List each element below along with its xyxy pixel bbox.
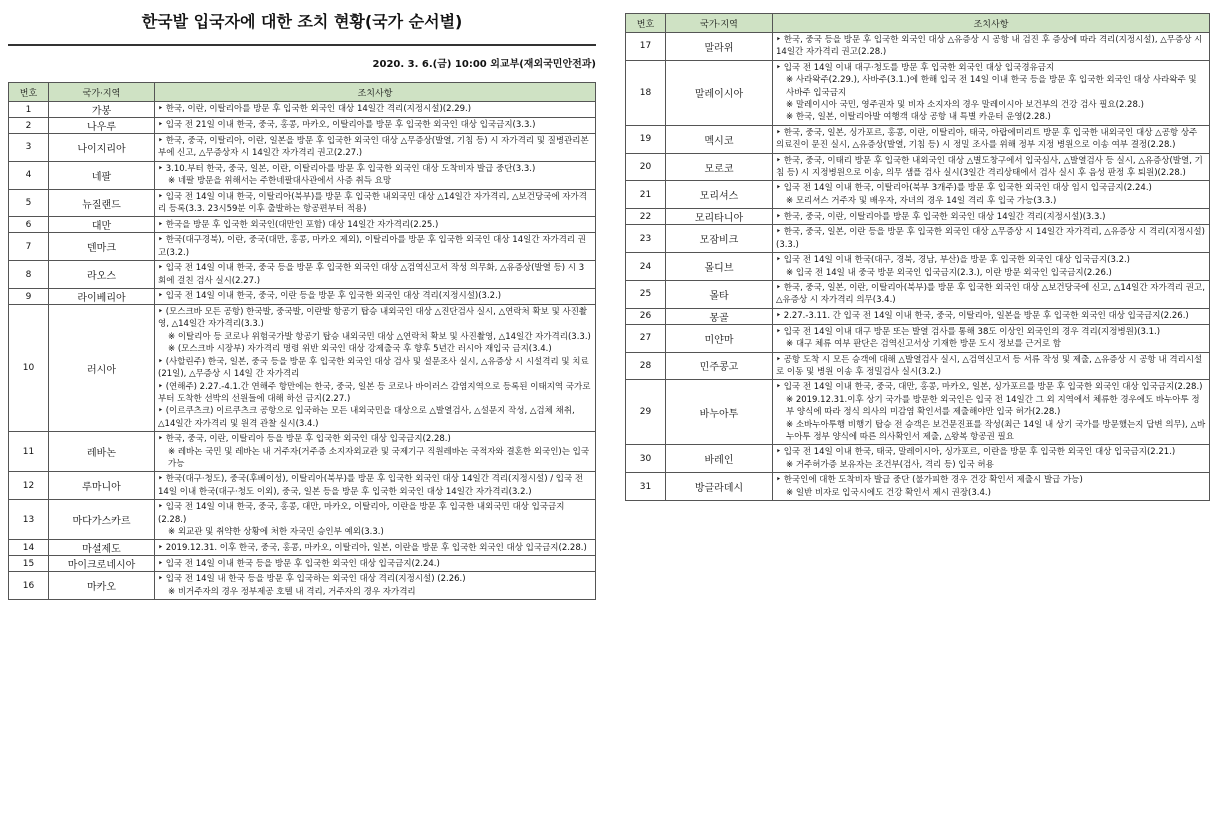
measure-note: ※ 이탈리아 등 코로나 위험국가발 항공기 탑승 내외국민 대상 △연락처 확보 및 사진촬영, △14일간 자가격리(3.3.) [168, 331, 591, 342]
measure-item: ‣ 입국 전 14일 이내 한국, 이탈리아(북부)를 방문 후 입국한 내외국민 대상 △14일간 자가격리, △보건당국에 자가격리 등록(3.3. 23시59분 이후 출발하는 항공편부터 적용) [158, 191, 587, 215]
measures-cell [773, 181, 1210, 209]
measure-item: ‣ 한국(대구경북), 이란, 중국(대만, 홍콩, 마카오 제외), 이탈리아를 방문 후 입국한 외국인 대상 14일간 자가격리 권고(3.2.) [158, 235, 586, 258]
right-column [625, 13, 1210, 501]
row-number: 29 [626, 380, 666, 445]
country-name: 마셜제도 [49, 540, 155, 556]
measures-cell [773, 125, 1210, 153]
table-row [9, 161, 596, 189]
country-name: 방글라데시 [666, 473, 773, 501]
measures-cell [773, 473, 1210, 501]
country-name: 말라위 [666, 33, 773, 61]
country-name: 모리타니아 [666, 209, 773, 225]
row-number: 30 [626, 445, 666, 473]
table-row [626, 308, 1210, 324]
table-row [9, 572, 596, 600]
measures-cell [155, 134, 596, 162]
row-number: 12 [9, 472, 49, 500]
measure-item: ‣ 한국, 중국, 이탈리아, 이란, 일본을 방문 후 입국한 외국인 대상 △무증상(발열, 기침 등) 시 자가격리 및 질병관리본부에 신고, △무증상자 시 14일간 자가격리 권고(2.27.) [158, 136, 589, 159]
measures-table-left [8, 82, 596, 600]
row-number: 6 [9, 217, 49, 233]
table-row [9, 289, 596, 305]
table-row [9, 432, 596, 472]
measure-item: ‣ 한국(대구·청도), 중국(후베이성), 이탈리아(북부)를 방문 후 입국한 외국인 대상 14일간 격리(지정시설) / 입국 전 14일 이내 한국(대구·청도 이외), 중국, 일본 등을 방문 후 입국한 외국인 대상 14일간 자가격리(3.2.) [158, 474, 584, 497]
measures-cell [773, 380, 1210, 445]
header-country: 국가·지역 [666, 14, 773, 33]
measure-item: ‣ 입국 전 14일 이내 한국, 중국, 홍콩, 대만, 마카오, 이탈리아, 이란을 방문 후 입국한 내외국민 대상 입국금지(2.28.) [158, 502, 565, 525]
measures-cell [155, 217, 596, 233]
country-name: 멕시코 [666, 125, 773, 153]
table-row [9, 233, 596, 261]
table-row [9, 556, 596, 572]
table-row [626, 445, 1210, 473]
measure-note: ※ 비거주자의 경우 정부제공 호텔 내 격리, 거주자의 경우 자가격리 [168, 586, 416, 597]
table-header-row [9, 83, 596, 102]
country-name: 몰디브 [666, 253, 773, 281]
row-number: 1 [9, 102, 49, 118]
row-number: 22 [626, 209, 666, 225]
table-row [626, 153, 1210, 181]
row-number: 3 [9, 134, 49, 162]
measure-item: ‣ 3.10.부터 한국, 중국, 일본, 이란, 이탈리아를 방문 후 입국한 외국인 대상 도착비자 발급 중단(3.3.) [158, 163, 536, 174]
row-number: 19 [626, 125, 666, 153]
row-number: 14 [9, 540, 49, 556]
measure-note: ※ 입국 전 14일 내 중국 방문 외국인 입국금지(2.3.), 이란 방문 외국인 입국금지(2.26.) [786, 267, 1112, 278]
measure-item: ‣ 입국 전 14일 이내 대구·청도를 방문 후 입국한 외국인 대상 입국경유금지 [776, 62, 1055, 73]
measure-item: ‣ 입국 전 14일 이내 한국 등을 방문 후 입국한 외국인 대상 입국금지(2.24.) [158, 558, 440, 569]
country-name: 마이크로네시아 [49, 556, 155, 572]
country-name: 대만 [49, 217, 155, 233]
row-number: 15 [9, 556, 49, 572]
measure-item: ‣ 한국, 중국, 이란, 이탈리아 등을 방문 후 입국한 외국인 대상 입국금지(2.28.) [158, 434, 451, 445]
measure-note: ※ 일반 비자로 입국시에도 건강 확인서 제시 권장(3.4.) [786, 487, 991, 498]
row-number: 26 [626, 308, 666, 324]
measure-item: ‣ 입국 전 14일 이내 한국, 중국 등을 방문 후 입국한 외국인 대상 △검역신고서 작성 의무화, △유증상(발열 등) 시 3회에 걸친 검사 실시(2.27.) [158, 263, 585, 286]
country-name: 바레인 [666, 445, 773, 473]
measures-cell [773, 153, 1210, 181]
measure-note: ※ 네팔 방문을 위해서는 주한네팔대사관에서 사증 취득 요망 [168, 176, 392, 187]
table-row [626, 225, 1210, 253]
table-row [626, 253, 1210, 281]
measures-cell [773, 445, 1210, 473]
row-number: 8 [9, 261, 49, 289]
row-number: 10 [9, 305, 49, 432]
report-date: 2020. 3. 6.(금) 10:00 외교부(재외국민안전과) [372, 59, 596, 70]
measure-item: ‣ 입국 전 14일 이내 한국, 이탈리아(북부 3개주)를 방문 후 입국한 외국인 대상 임시 입국금지(2.24.) [776, 183, 1152, 194]
measure-note: ※ 한국, 일본, 이탈리아발 여행객 대상 공항 내 특별 카운터 운영(2.28.) [786, 112, 1051, 123]
measure-item: ‣ 입국 전 14일 이내 대구 방문 또는 발열 검사를 통해 38도 이상인 외국인의 경우 격리(지정병원)(3.1.) [776, 326, 1161, 337]
measure-item: ‣ 입국 전 14일 이내 한국, 중국, 이란 등을 방문 후 입국한 외국인 대상 격리(지정시설)(3.2.) [158, 291, 502, 302]
row-number: 4 [9, 161, 49, 189]
country-name: 가봉 [49, 102, 155, 118]
measures-cell [773, 209, 1210, 225]
country-name: 나이지리아 [49, 134, 155, 162]
country-name: 라이베리아 [49, 289, 155, 305]
measure-item: ‣ 한국, 중국, 이태리 방문 후 입국한 내외국인 대상 △별도창구에서 입국심사, △발열검사 등 실시, △유증상(발열, 기침 등) 시 지정병원으로 이송, 의무 샘플 검사 실시(3일간 격리상태에서 검사 실시 후 음성 판정 후 퇴원)(2.28.) [776, 155, 1203, 179]
measure-item: ‣ 2019.12.31. 이후 한국, 중국, 홍콩, 마카오, 이탈리아, 일본, 이란을 방문 후 입국한 외국인 대상 입국금지(2.28.) [158, 542, 587, 553]
measures-cell [773, 308, 1210, 324]
row-number: 13 [9, 500, 49, 540]
measure-item: ‣ (사할린주) 한국, 일본, 중국 등을 방문 후 입국한 외국인 대상 검사 및 설문조사 실시, △유증상 시 시설격리 및 치료(21일), △무증상 시 14일 간 자가격리 [158, 356, 589, 380]
table-row [9, 217, 596, 233]
measures-cell [773, 324, 1210, 352]
table-row [9, 472, 596, 500]
measures-cell [773, 352, 1210, 380]
measure-note: ※ 2019.12.31.이후 상기 국가를 방문한 외국인은 입국 전 14일간 그 외 지역에서 체류한 경우에도 바누아투 정부 양식에 따라 정식 의사의 미감염 확인서를 제출해야만 입국 허가(2.28.) [786, 394, 1200, 418]
measure-item: ‣ 한국, 이란, 이탈리아를 방문 후 입국한 외국인 대상 14일간 격리(지정시설)(2.29.) [158, 104, 472, 115]
measure-item: ‣ 한국을 방문 후 입국한 외국인(대만인 포함) 대상 14일간 자가격리(2.25.) [158, 219, 439, 230]
measures-cell [155, 161, 596, 189]
country-name: 뉴질랜드 [49, 189, 155, 217]
row-number: 2 [9, 118, 49, 134]
table-row [626, 181, 1210, 209]
country-name: 모잠비크 [666, 225, 773, 253]
row-number: 21 [626, 181, 666, 209]
row-number: 20 [626, 153, 666, 181]
measure-item: ‣ 입국 전 21일 이내 한국, 중국, 홍콩, 마카오, 이탈리아를 방문 후 입국한 외국인 대상 입국금지(3.3.) [158, 120, 536, 131]
row-number: 7 [9, 233, 49, 261]
measures-cell [155, 500, 596, 540]
country-name: 네팔 [49, 161, 155, 189]
table-row [626, 33, 1210, 61]
measure-item: ‣ 2.27.-3.11. 간 입국 전 14일 이내 한국, 중국, 이탈리아, 일본을 방문 후 입국한 외국인 대상 입국금지(2.26.) [776, 311, 1189, 322]
measures-cell [773, 225, 1210, 253]
header-no: 번호 [626, 14, 666, 33]
measures-cell [773, 253, 1210, 281]
measure-note: ※ 대구 체류 여부 판단은 검역신고서상 기재한 방문 도시 정보를 근거로 함 [786, 339, 1061, 350]
table-row [626, 352, 1210, 380]
measures-cell [155, 472, 596, 500]
table-row [626, 209, 1210, 225]
measure-note: ※ 외교관 및 취약한 상황에 처한 자국민 승인부 예외(3.3.) [168, 526, 384, 537]
table-row [626, 60, 1210, 125]
row-number: 31 [626, 473, 666, 501]
country-name: 레바논 [49, 432, 155, 472]
measure-note: ※ 소바누아투행 비행기 탑승 전 승객은 보건문진표를 작성(최근 14일 내 상기 국가를 방문했는지 답변 의무), △바누아투 정부 양식에 따른 의사확인서 제출, △왕복 항공권 필요 [786, 419, 1206, 442]
table-row [9, 261, 596, 289]
measures-cell [155, 432, 596, 472]
measure-note: ※ 거주허가증 보유자는 조건부(검사, 격리 등) 입국 허용 [786, 459, 994, 470]
row-number: 27 [626, 324, 666, 352]
measure-item: ‣ (이르쿠츠크) 이르쿠츠크 공항으로 입국하는 모든 내외국민을 대상으로 △발열검사, △설문지 작성, △검체 채취, △14일간 자가격리 및 원격 관찰 실시(3.4.) [158, 406, 575, 429]
header-no: 번호 [9, 83, 49, 102]
measures-cell [773, 280, 1210, 308]
measure-item: ‣ 한국, 중국, 이란, 이탈리아를 방문 후 입국한 외국인 대상 14일간 격리(지정시설)(3.3.) [776, 211, 1106, 222]
table-row [9, 102, 596, 118]
measure-note: ※ 사라왁주(2.29.), 사바주(3.1.)에 한해 입국 전 14일 이내 한국 등을 방문 후 입국한 외국인 대상 사라왁주 및 사바주 입국금지 [786, 75, 1197, 98]
measure-note: ※ (모스크바 시장부) 자가격리 명령 위반 외국인 대상 강제출국 후 향후 5년간 러시아 재입국 금지(3.4.) [168, 344, 552, 355]
table-row [9, 500, 596, 540]
measure-item: ‣ 입국 전 14일 이내 한국, 중국, 대만, 홍콩, 마카오, 일본, 싱가포르를 방문 후 입국한 외국인 대상 입국금지(2.28.) [776, 382, 1203, 393]
measures-cell [155, 233, 596, 261]
row-number: 16 [9, 572, 49, 600]
country-name: 마카오 [49, 572, 155, 600]
measure-item: ‣ 입국 전 14일 이내 한국, 태국, 말레이시아, 싱가포르, 이란을 방문 후 입국한 외국인 대상 입국금지(2.21.) [776, 447, 1176, 458]
country-name: 라오스 [49, 261, 155, 289]
table-row [626, 380, 1210, 445]
table-header-row [626, 14, 1210, 33]
measures-cell [155, 261, 596, 289]
measures-cell [773, 60, 1210, 125]
row-number: 17 [626, 33, 666, 61]
country-name: 몰타 [666, 280, 773, 308]
country-name: 마다가스카르 [49, 500, 155, 540]
measure-item: ‣ (모스크바 모든 공항) 한국발, 중국발, 이란발 항공기 탑승 내외국인 대상 △진단검사 실시, △연락처 확보 및 사진촬영, △14일간 자가격리(3.3.) [158, 307, 588, 330]
measure-item: ‣ (연해주) 2.27.-4.1.간 연해주 항만에는 한국, 중국, 일본 등 코로나 바이러스 감염지역으로 등록된 이태지역 국가로부터 도착한 선박의 선원들에 대해 하선 금지(2.27.) [158, 381, 591, 404]
country-name: 미얀마 [666, 324, 773, 352]
measure-item: ‣ 입국 전 14일 내 한국 등을 방문 후 입국하는 외국인 대상 격리(지정시설) (2.26.) [158, 574, 466, 585]
country-name: 몽골 [666, 308, 773, 324]
table-row [9, 189, 596, 217]
country-name: 바누아투 [666, 380, 773, 445]
table-row [9, 540, 596, 556]
row-number: 9 [9, 289, 49, 305]
measures-cell [155, 572, 596, 600]
country-name: 모리셔스 [666, 181, 773, 209]
measure-item: ‣ 한국인에 대한 도착비자 발급 중단 (불가피한 경우 건강 확인서 제출시 발급 가능) [776, 475, 1083, 486]
measure-item: ‣ 한국, 중국, 일본, 싱가포르, 홍콩, 이란, 이탈리아, 태국, 아랍에미리트 방문 후 입국한 내외국인 대상 △공항 상주 의료진이 문진 실시, △유증상(발열, 기침 등) 시 정밀 조사를 위해 정부 지정 병원으로 이송 여부 결정(2.28.) [776, 127, 1198, 151]
measure-item: ‣ 한국, 중국, 일본, 이란 등을 방문 후 입국한 외국인 대상 △무증상 시 14일간 자가격리, △유증상 시 격리(지정시설)(3.3.) [776, 227, 1205, 250]
measures-cell [155, 189, 596, 217]
table-row [626, 324, 1210, 352]
measures-table-right [625, 13, 1210, 501]
row-number: 24 [626, 253, 666, 281]
header-measures: 조치사항 [155, 83, 596, 102]
row-number: 23 [626, 225, 666, 253]
table-row [9, 134, 596, 162]
country-name: 모로코 [666, 153, 773, 181]
header-measures: 조치사항 [773, 14, 1210, 33]
row-number: 5 [9, 189, 49, 217]
measure-note: ※ 말레이시아 국민, 영주권자 및 비자 소지자의 경우 말레이시아 보건부의 건강 검사 필요(2.28.) [786, 100, 1144, 111]
row-number: 11 [9, 432, 49, 472]
country-name: 민주콩고 [666, 352, 773, 380]
measures-cell [155, 118, 596, 134]
row-number: 28 [626, 352, 666, 380]
table-row [9, 305, 596, 432]
country-name: 덴마크 [49, 233, 155, 261]
measure-item: ‣ 한국, 중국, 일본, 이란, 이탈리아(북부)를 방문 후 입국한 외국인 대상 △보건당국에 신고, △14일간 자가격리 권고, △유증상 시 자가격리 의무(3.4.) [776, 282, 1205, 306]
measures-cell [773, 33, 1210, 61]
measure-note: ※ 모리셔스 거주자 및 배우자, 자녀의 경우 14일 격리 후 입국 가능(3.3.) [786, 195, 1057, 206]
table-row [626, 280, 1210, 308]
measure-item: ‣ 입국 전 14일 이내 한국(대구, 경북, 경남, 부산)을 방문 후 입국한 외국인 대상 입국금지(3.2.) [776, 255, 1131, 266]
table-row [626, 125, 1210, 153]
left-column [8, 0, 596, 600]
country-name: 말레이시아 [666, 60, 773, 125]
measure-note: ※ 레바논 국민 및 레바논 내 거주자(거주증 소지자외교관 및 국제기구 직원레바논 국적자와 결혼한 외국인)는 입국 가능 [168, 446, 590, 469]
measures-cell [155, 556, 596, 572]
country-name: 루마니아 [49, 472, 155, 500]
table-row [9, 118, 596, 134]
measures-cell [155, 540, 596, 556]
country-name: 나우루 [49, 118, 155, 134]
row-number: 18 [626, 60, 666, 125]
row-number: 25 [626, 280, 666, 308]
country-name: 러시아 [49, 305, 155, 432]
measures-cell [155, 102, 596, 118]
table-row [626, 473, 1210, 501]
measures-cell [155, 305, 596, 432]
measure-item: ‣ 한국, 중국 등을 방문 후 입국한 외국인 대상 △유증상 시 공항 내 검진 후 증상에 따라 격리(지정시설), △무증상 시 14일간 자가격리 권고(2.28.) [776, 35, 1203, 58]
measures-cell [155, 289, 596, 305]
page-title: 한국발 입국자에 대한 조치 현황(국가 순서별) [8, 0, 596, 46]
measure-item: ‣ 공항 도착 시 모든 승객에 대해 △발열검사 실시, △검역신고서 등 서류 작성 및 제출, △유증상 시 공항 내 격리시설로 이동 및 병원 이송 후 정밀검사 실시(3.2.) [776, 354, 1203, 377]
header-country: 국가·지역 [49, 83, 155, 102]
